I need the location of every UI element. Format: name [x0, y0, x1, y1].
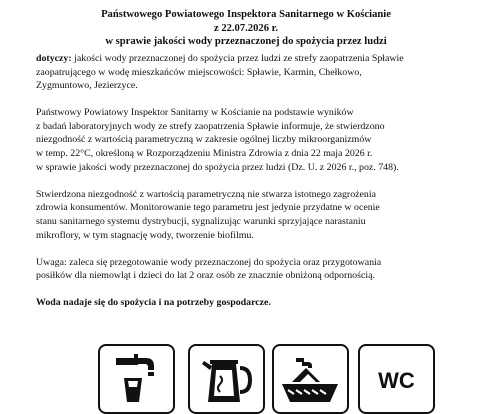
paragraph-1-line: w sprawie jakości wody przeznaczonej do spożycia przez ludzi (Dz. U. z 2026 r., poz. 748). — [36, 161, 399, 173]
tap-drinking-icon — [98, 344, 175, 414]
paragraph-2-line: mikroflory, w tym stagnację wody, tworzenie biofilmu. — [36, 229, 254, 241]
paragraph-1-line: niezgodność z wartością parametryczną w zakresie ogólnej liczby mikroorganizmów — [36, 134, 372, 146]
document-body — [36, 52, 476, 310]
dotyczy-label: dotyczy: — [36, 53, 72, 64]
paragraph-1-line: z badań laboratoryjnych wody ze strefy zaopatrzenia Spławie informuje, że stwierdzono — [36, 120, 385, 132]
header-line-3: w sprawie jakości wody przeznaczonej do spożycia przez ludzi — [105, 36, 387, 47]
header-line-2: z 22.07.2026 r. — [213, 22, 279, 34]
wc-label: WC — [378, 368, 415, 393]
warning-line: posiłków dla niemowląt i dzieci do lat 2 oraz osób ze znacznie obniżoną odpornością. — [36, 270, 375, 282]
dotyczy-line-3: Zygmuntowo, Jezierzyce. — [36, 80, 138, 92]
paragraph-1-line: w temp. 22°C, określoną w Rozporządzeniu Ministra Zdrowia z dnia 22 maja 2026 r. — [36, 148, 373, 160]
document-header — [0, 8, 492, 49]
dotyczy-line-1 — [36, 52, 476, 66]
paragraph-1-line: Państwowy Powiatowy Inspektor Sanitarny w Kościanie na podstawie wyników — [36, 107, 354, 119]
kettle-icon — [188, 344, 265, 414]
usage-icons-row — [0, 344, 492, 400]
paragraph-2-line: Stwierdzona niezgodność z wartością parametryczną nie stwarza istotnego zagrożenia — [36, 188, 376, 200]
dotyczy-line-2: zaopatrującego w wodę mieszkańców miejscowości: Spławie, Karmin, Chełkowo, — [36, 66, 362, 78]
header-line-1: Państwowego Powiatowego Inspektora Sanitarnego w Kościanie — [101, 9, 391, 20]
paragraph-2-line: zdrowia konsumentów. Monitorowanie tego parametru jest jedynie przydatne w ocenie — [36, 202, 380, 214]
warning-line: Uwaga: zaleca się przegotowanie wody przeznaczonej do spożycia oraz przygotowania — [36, 256, 382, 268]
conclusion: Woda nadaje się do spożycia i na potrzeby gospodarcze. — [36, 297, 271, 309]
dotyczy-text: jakości wody przeznaczonej do spożycia przez ludzi ze strefy zaopatrzenia Spławie — [71, 53, 404, 64]
dishes-icon — [272, 344, 349, 414]
wc-icon — [358, 344, 435, 414]
paragraph-2-line: stanu sanitarnego systemu dystrybucji, sygnalizując warunki sprzyjające narastaniu — [36, 215, 366, 227]
